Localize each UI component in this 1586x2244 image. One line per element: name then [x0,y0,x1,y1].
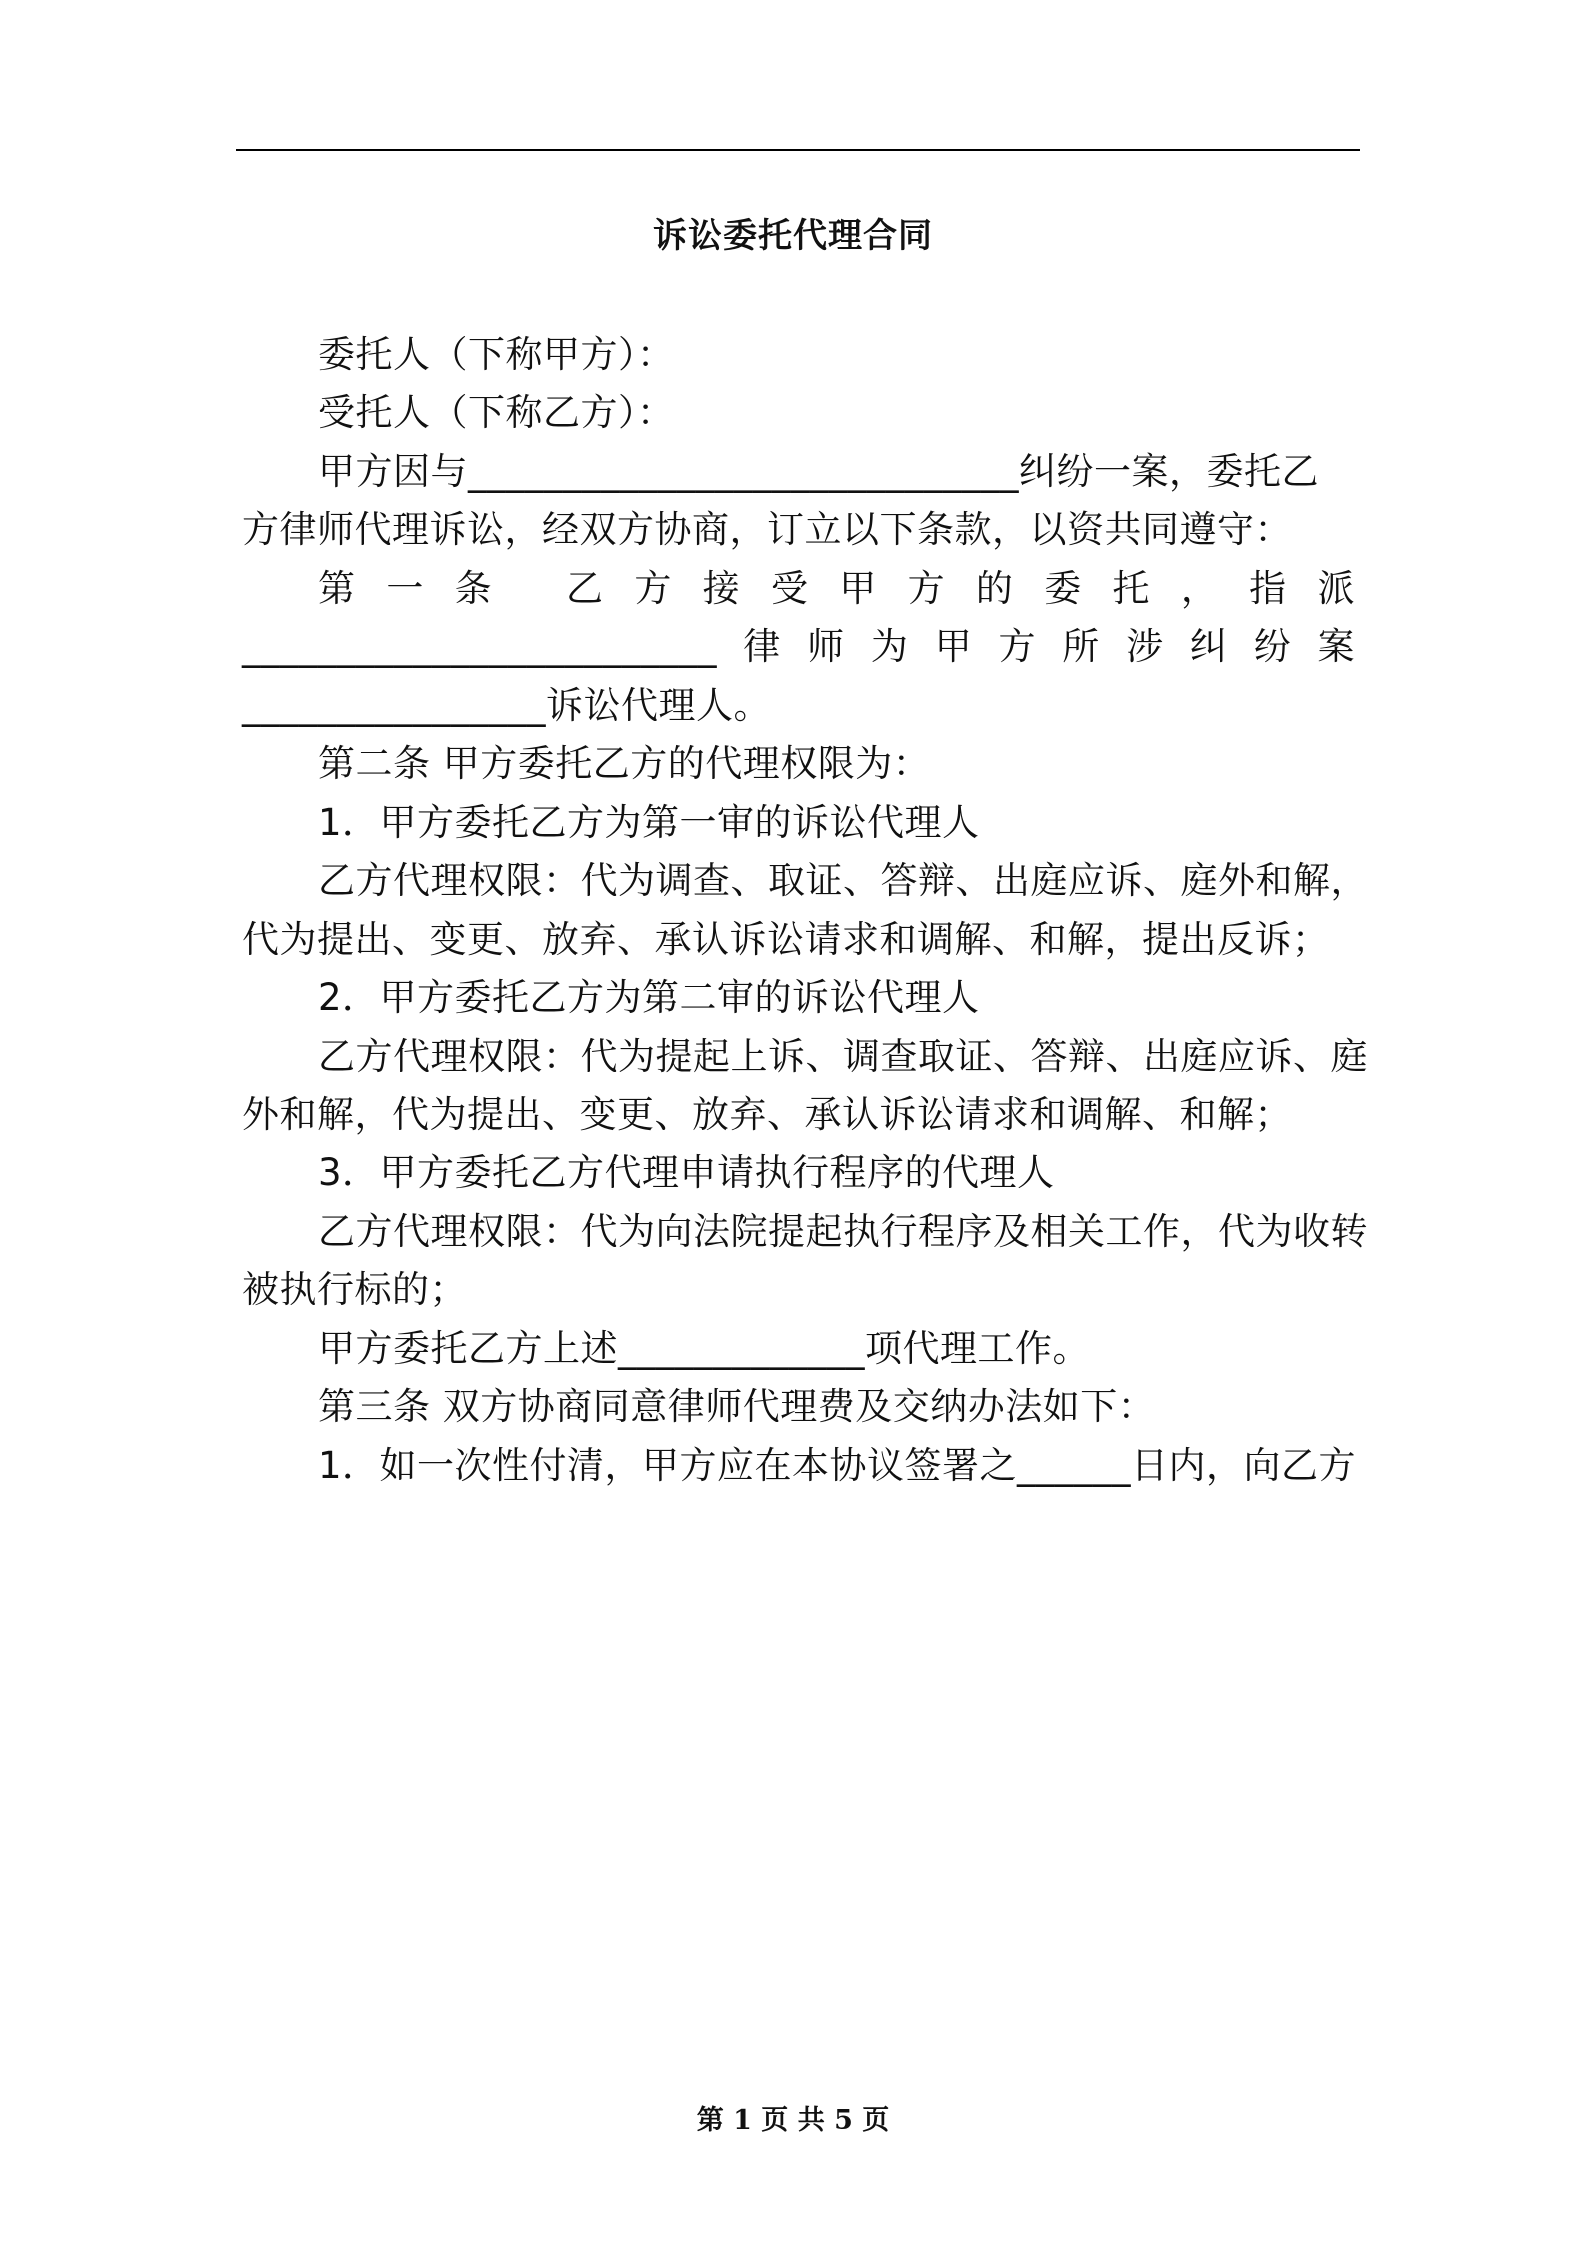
document-title: 诉讼委托代理合同 [653,216,933,256]
body-line: 被执行标的； [242,1268,467,1311]
body-line: 乙方代理权限：代为调查、取证、答辩、出庭应诉、庭外和解， [318,859,1368,902]
page-footer: 第 1 页 共 5 页 [696,2105,890,2136]
body-line: ________________诉讼代理人。 [242,684,771,727]
body-line: _________________________律师为甲方所涉纠纷案 [242,625,1355,668]
body-line: 受托人（下称乙方）： [318,391,675,434]
body-line: 2．甲方委托乙方为第二审的诉讼代理人 [318,976,980,1019]
body-line: 甲方委托乙方上述_____________项代理工作。 [318,1327,1090,1370]
body-line: 第一条 乙方接受甲方的委托，指派 [318,567,1355,610]
body-line: 方律师代理诉讼，经双方协商，订立以下条款，以资共同遵守： [242,508,1292,551]
body-line: 3．甲方委托乙方代理申请执行程序的代理人 [318,1151,1055,1194]
body-line: 1．如一次性付清，甲方应在本协议签署之______日内，向乙方 [318,1444,1357,1487]
body-line: 外和解，代为提出、变更、放弃、承认诉讼请求和调解、和解； [242,1093,1292,1136]
body-line: 第三条 双方协商同意律师代理费及交纳办法如下： [318,1385,1156,1428]
body-line: 乙方代理权限：代为提起上诉、调查取证、答辩、出庭应诉、庭 [318,1035,1368,1078]
body-line: 委托人（下称甲方）： [318,333,675,376]
body-line: 第二条 甲方委托乙方的代理权限为： [318,742,931,785]
body-line: 1．甲方委托乙方为第一审的诉讼代理人 [318,801,980,844]
body-line: 代为提出、变更、放弃、承认诉讼请求和调解、和解，提出反诉； [242,918,1330,961]
body-line: 甲方因与_____________________________纠纷一案，委托乙 [318,450,1319,493]
body-line: 乙方代理权限：代为向法院提起执行程序及相关工作，代为收转 [318,1210,1368,1253]
header-rule [236,149,1360,151]
